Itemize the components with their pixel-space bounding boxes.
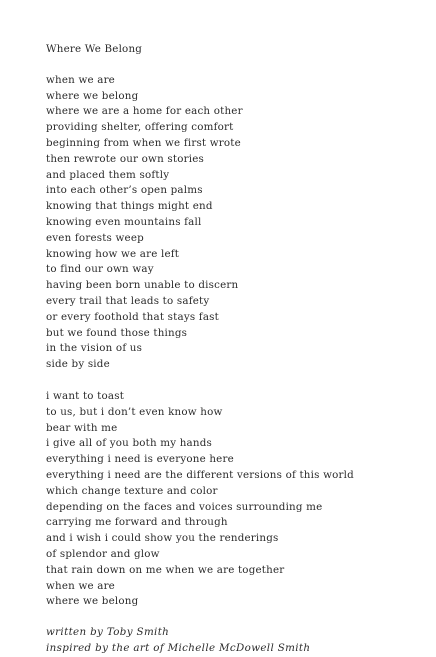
poem-line: or every foothold that stays fast [46, 310, 219, 323]
poem-line: and placed them softly [46, 168, 170, 181]
poem-line: and i wish i could show you the renderings [46, 532, 279, 545]
poem-line: when we are [46, 73, 115, 86]
poem-line: of splendor and glow [46, 547, 160, 560]
author-credit: written by Toby Smith [46, 626, 170, 639]
stanza-1 [46, 73, 416, 373]
poem-line: that rain down on me when we are together [46, 563, 285, 576]
poem-line: into each other’s open palms [46, 184, 203, 197]
poem-line: even forests weep [46, 231, 144, 244]
poem-line: i give all of you both my hands [46, 437, 213, 450]
poem-line: beginning from when we first wrote [46, 136, 241, 149]
poem-line: depending on the faces and voices surrounding me [46, 500, 323, 513]
poem-line: having been born unable to discern [46, 279, 239, 292]
poem-line: to find our own way [46, 263, 154, 276]
poem-line: knowing that things might end [46, 200, 213, 213]
poem-line: when we are [46, 579, 115, 592]
poem-line: but we found those things [46, 326, 188, 339]
poem-line: where we belong [46, 595, 139, 608]
credits [46, 625, 416, 657]
poem-line: where we are a home for each other [46, 105, 243, 118]
poem-line: knowing even mountains fall [46, 215, 202, 228]
poem-title: Where We Belong [46, 43, 143, 55]
poem-line: to us, but i don’t even know how [46, 405, 223, 418]
poem-line: then rewrote our own stories [46, 152, 204, 165]
poem-line: bear with me [46, 421, 118, 434]
poem-line: carrying me forward and through [46, 516, 228, 529]
poem-line: i want to toast [46, 389, 125, 402]
poem-line: everything i need is everyone here [46, 453, 234, 466]
inspiration-credit: inspired by the art of Michelle McDowell Smith [46, 641, 311, 654]
poem-line: side by side [46, 358, 110, 371]
poem-line: every trail that leads to safety [46, 294, 210, 307]
stanza-2 [46, 389, 416, 610]
poem-line: which change texture and color [46, 484, 218, 497]
poem-line: everything i need are the different versions of this world [46, 468, 354, 481]
poem-line: knowing how we are left [46, 247, 180, 260]
poem-line: providing shelter, offering comfort [46, 121, 234, 134]
poem-line: in the vision of us [46, 342, 143, 355]
poem-line: where we belong [46, 89, 139, 102]
